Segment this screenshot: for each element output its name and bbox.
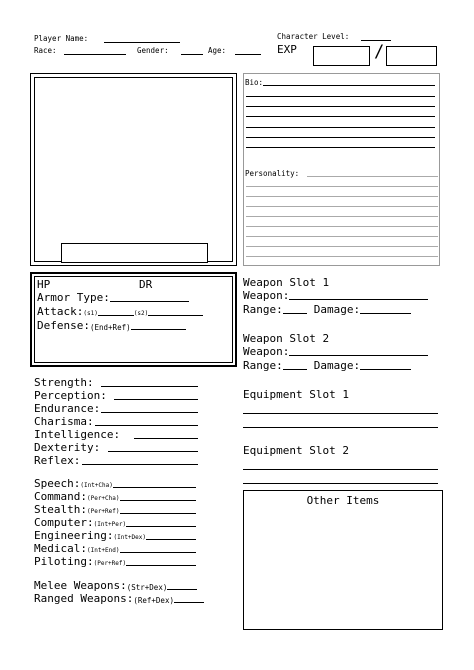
attack-label: Attack:: [37, 305, 84, 318]
bio-line[interactable]: [246, 137, 435, 138]
attack-s2-field[interactable]: [148, 315, 203, 316]
exp-separator: /: [374, 42, 385, 62]
personality-line[interactable]: [246, 186, 438, 187]
character-level-label: Character Level:: [277, 32, 350, 41]
dr-label: DR: [139, 278, 153, 291]
equipment-slot-2-title: Equipment Slot 2: [243, 444, 349, 457]
weapon-skill-label: Ranged Weapons:: [34, 592, 134, 605]
gender-field[interactable]: [181, 54, 203, 55]
attribute-field[interactable]: [95, 425, 198, 426]
attribute-label: Reflex:: [34, 454, 81, 467]
skill-formula: (Int+Per): [93, 521, 127, 528]
weapon-row: [243, 346, 428, 357]
bio-line[interactable]: [263, 85, 435, 86]
skill-field[interactable]: [120, 500, 196, 501]
damage-field[interactable]: [360, 369, 411, 370]
range-damage-row: [243, 360, 411, 371]
skill-label: Stealth:: [34, 503, 87, 516]
personality-line[interactable]: [246, 256, 438, 257]
damage-label: Damage:: [313, 359, 361, 372]
defense-row: [37, 320, 186, 331]
skill-formula: (Int+End): [86, 547, 120, 554]
age-field[interactable]: [235, 54, 261, 55]
bio-line[interactable]: [246, 96, 435, 97]
portrait-area[interactable]: [34, 77, 233, 262]
character-level-field[interactable]: [361, 40, 391, 41]
equipment-slot-2-field[interactable]: [243, 469, 438, 470]
skill-formula: (Per+Ref): [93, 560, 127, 567]
attribute-label: Endurance:: [34, 402, 101, 415]
attribute-field[interactable]: [101, 412, 198, 413]
armor-type-row: [37, 292, 189, 303]
player-name-label: Player Name:: [34, 34, 89, 43]
exp-next-box[interactable]: [386, 46, 437, 66]
personality-label: Personality:: [245, 169, 300, 178]
range-label: Range:: [243, 303, 283, 316]
attack-s2-label: (s2): [133, 310, 149, 317]
range-label: Range:: [243, 359, 283, 372]
skill-field[interactable]: [126, 565, 196, 566]
skill-field[interactable]: [126, 526, 196, 527]
skill-row: [34, 491, 196, 502]
skill-row: [34, 517, 196, 528]
personality-line[interactable]: [246, 196, 438, 197]
weapon-slot-title: Weapon Slot 1: [243, 276, 330, 289]
attribute-label: Perception:: [34, 389, 107, 402]
personality-line[interactable]: [246, 236, 438, 237]
gender-label: Gender:: [137, 46, 169, 55]
skill-row: [34, 530, 196, 541]
weapon-label: Weapon:: [243, 345, 290, 358]
other-items-title: Other Items: [306, 494, 380, 507]
defense-field[interactable]: [131, 329, 186, 330]
personality-line[interactable]: [307, 176, 438, 177]
defense-formula: (End+Ref): [89, 322, 131, 332]
bio-line[interactable]: [246, 106, 435, 107]
race-label: Race:: [34, 46, 57, 55]
weapon-label: Weapon:: [243, 289, 290, 302]
weapon-field[interactable]: [289, 355, 428, 356]
equipment-slot-1-field[interactable]: [243, 413, 438, 414]
skill-formula: (Int+Cha): [80, 482, 113, 489]
personality-line[interactable]: [246, 216, 438, 217]
skill-row: [34, 478, 196, 489]
skill-row: [34, 504, 196, 515]
attack-s1-label: (s1): [83, 310, 98, 317]
personality-line[interactable]: [246, 246, 438, 247]
skill-formula: (Per+Ref): [86, 508, 120, 515]
range-field[interactable]: [283, 313, 307, 314]
skill-formula: (Int+Dex): [113, 534, 146, 541]
skill-formula: (Per+Cha): [86, 495, 120, 502]
bio-label: Bio:: [245, 78, 264, 87]
skill-label: Command:: [34, 490, 87, 503]
attribute-field[interactable]: [114, 399, 198, 400]
skill-row: [34, 556, 196, 567]
bio-line[interactable]: [246, 147, 435, 148]
hp-label: HP: [37, 278, 51, 291]
weapon-skill-field[interactable]: [167, 589, 197, 590]
weapon-slot-title: Weapon Slot 2: [243, 332, 330, 345]
skill-label: Speech:: [34, 477, 81, 490]
attribute-field[interactable]: [108, 451, 198, 452]
weapon-skill-row: [34, 593, 204, 604]
equipment-slot-1-title: Equipment Slot 1: [243, 388, 349, 401]
exp-current-box[interactable]: [313, 46, 370, 66]
range-field[interactable]: [283, 369, 307, 370]
attribute-label: Charisma:: [34, 415, 94, 428]
attribute-field[interactable]: [101, 386, 198, 387]
skill-label: Engineering:: [34, 529, 114, 542]
damage-label: Damage:: [313, 303, 361, 316]
player-name-field[interactable]: [104, 42, 180, 43]
personality-line[interactable]: [246, 206, 438, 207]
armor-type-field[interactable]: [110, 301, 189, 302]
skill-row: [34, 543, 196, 554]
attribute-label: Strength:: [34, 376, 94, 389]
weapon-skill-formula: (Str+Dex): [126, 582, 168, 592]
skill-field[interactable]: [113, 487, 196, 488]
damage-field[interactable]: [360, 313, 411, 314]
range-damage-row: [243, 304, 411, 315]
skill-label: Piloting:: [34, 555, 94, 568]
character-name-field[interactable]: [61, 243, 208, 263]
skill-field[interactable]: [120, 552, 196, 553]
defense-label: Defense:: [37, 319, 90, 332]
skill-field[interactable]: [146, 539, 196, 540]
weapon-skill-label: Melee Weapons:: [34, 579, 127, 592]
age-label: Age:: [208, 46, 227, 55]
weapon-field[interactable]: [289, 299, 428, 300]
attribute-field[interactable]: [134, 438, 198, 439]
weapon-row: [243, 290, 428, 301]
exp-label: EXP: [277, 43, 297, 56]
bio-line[interactable]: [246, 127, 435, 128]
equipment-slot-2-field[interactable]: [243, 483, 438, 484]
weapon-skill-formula: (Ref+Dex): [133, 595, 174, 605]
race-field[interactable]: [64, 54, 126, 55]
personality-line[interactable]: [246, 226, 438, 227]
skill-label: Medical:: [34, 542, 87, 555]
armor-type-label: Armor Type:: [37, 291, 110, 304]
attribute-field[interactable]: [82, 464, 198, 465]
attribute-label: Intelligence:: [34, 428, 121, 441]
attack-row: [37, 306, 203, 317]
equipment-slot-1-field[interactable]: [243, 427, 438, 428]
other-items-box[interactable]: [243, 490, 443, 630]
attack-s1-field[interactable]: [98, 315, 134, 316]
attribute-label: Dexterity:: [34, 441, 101, 454]
weapon-skill-field[interactable]: [174, 602, 204, 603]
skill-label: Computer:: [34, 516, 94, 529]
weapon-skill-row: [34, 580, 197, 591]
skill-field[interactable]: [120, 513, 196, 514]
bio-line[interactable]: [246, 116, 435, 117]
